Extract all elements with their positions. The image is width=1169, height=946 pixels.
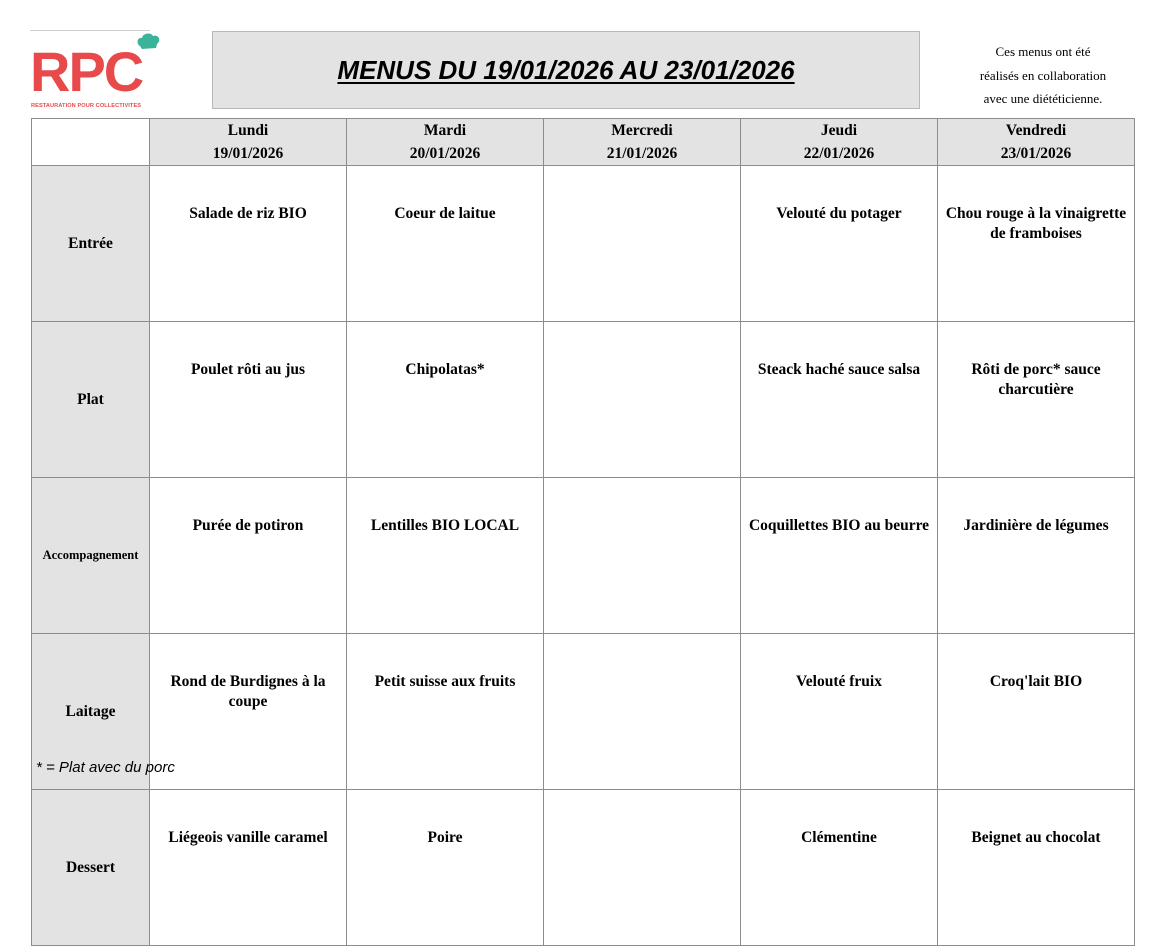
day-header-lundi	[150, 119, 347, 166]
day-name: Mardi	[423, 122, 467, 139]
note-line-3: avec une diététicienne.	[983, 91, 1103, 106]
row-label: Entrée	[32, 166, 150, 322]
row-entree	[32, 166, 1135, 322]
logo-letters: RPC	[30, 40, 143, 103]
title-box	[212, 31, 920, 109]
rpc-logo	[30, 30, 152, 114]
menu-cell: Rond de Burdignes à la coupe	[150, 634, 347, 790]
menu-table	[31, 118, 1135, 946]
menu-cell: Poulet rôti au jus	[150, 322, 347, 478]
menu-cell: Lentilles BIO LOCAL	[347, 478, 544, 634]
day-name: Mercredi	[611, 122, 673, 139]
row-laitage	[32, 634, 1135, 790]
menu-cell: Jardinière de légumes	[938, 478, 1135, 634]
day-header-mardi	[347, 119, 544, 166]
day-name: Jeudi	[820, 122, 858, 139]
menu-cell	[544, 634, 741, 790]
menu-cell: Liégeois vanille caramel	[150, 790, 347, 946]
day-name: Lundi	[227, 122, 269, 139]
row-label: Accompagnement	[32, 478, 150, 634]
row-label: Plat	[32, 322, 150, 478]
menu-cell: Chipolatas*	[347, 322, 544, 478]
page-title: MENUS DU 19/01/2026 AU 23/01/2026	[337, 54, 795, 85]
row-dessert	[32, 790, 1135, 946]
row-plat	[32, 322, 1135, 478]
day-date: 23/01/2026	[1000, 145, 1072, 162]
menu-cell: Coeur de laitue	[347, 166, 544, 322]
menu-cell: Purée de potiron	[150, 478, 347, 634]
row-label: Dessert	[32, 790, 150, 946]
menu-cell: Coquillettes BIO au beurre	[741, 478, 938, 634]
menu-cell: Steack haché sauce salsa	[741, 322, 938, 478]
note-line-2: réalisés en collaboration	[979, 67, 1107, 83]
day-date: 22/01/2026	[803, 145, 875, 162]
menu-cell: Velouté du potager	[741, 166, 938, 322]
menu-cell: Petit suisse aux fruits	[347, 634, 544, 790]
day-header-mercredi	[544, 119, 741, 166]
menu-cell	[544, 790, 741, 946]
day-header-jeudi	[741, 119, 938, 166]
menu-cell: Poire	[347, 790, 544, 946]
menu-cell: Croq'lait BIO	[938, 634, 1135, 790]
logo-subtitle: RESTAURATION POUR COLLECTIVITES	[31, 103, 142, 109]
menu-cell: Rôti de porc* sauce charcutière	[938, 322, 1135, 478]
menu-cell: Salade de riz BIO	[150, 166, 347, 322]
menu-cell	[544, 166, 741, 322]
day-date: 21/01/2026	[606, 145, 678, 162]
menu-cell: Chou rouge à la vinaigrette de framboises	[938, 166, 1135, 322]
menu-cell	[544, 322, 741, 478]
menu-cell: Velouté fruix	[741, 634, 938, 790]
logo-divider	[30, 30, 150, 31]
day-date: 20/01/2026	[409, 145, 481, 162]
corner-cell	[32, 119, 150, 166]
menu-cell: Beignet au chocolat	[938, 790, 1135, 946]
dietitian-note	[956, 40, 1130, 111]
row-accompagnement	[32, 478, 1135, 634]
day-date: 19/01/2026	[212, 145, 284, 162]
day-header-vendredi	[938, 119, 1135, 166]
menu-cell: Clémentine	[741, 790, 938, 946]
menu-cell	[544, 478, 741, 634]
header-row	[32, 119, 1135, 166]
note-line-1: Ces menus ont été	[995, 44, 1091, 59]
day-name: Vendredi	[1005, 122, 1067, 139]
pork-footnote: * = Plat avec du porc	[36, 759, 175, 776]
row-label: Laitage	[32, 634, 150, 790]
